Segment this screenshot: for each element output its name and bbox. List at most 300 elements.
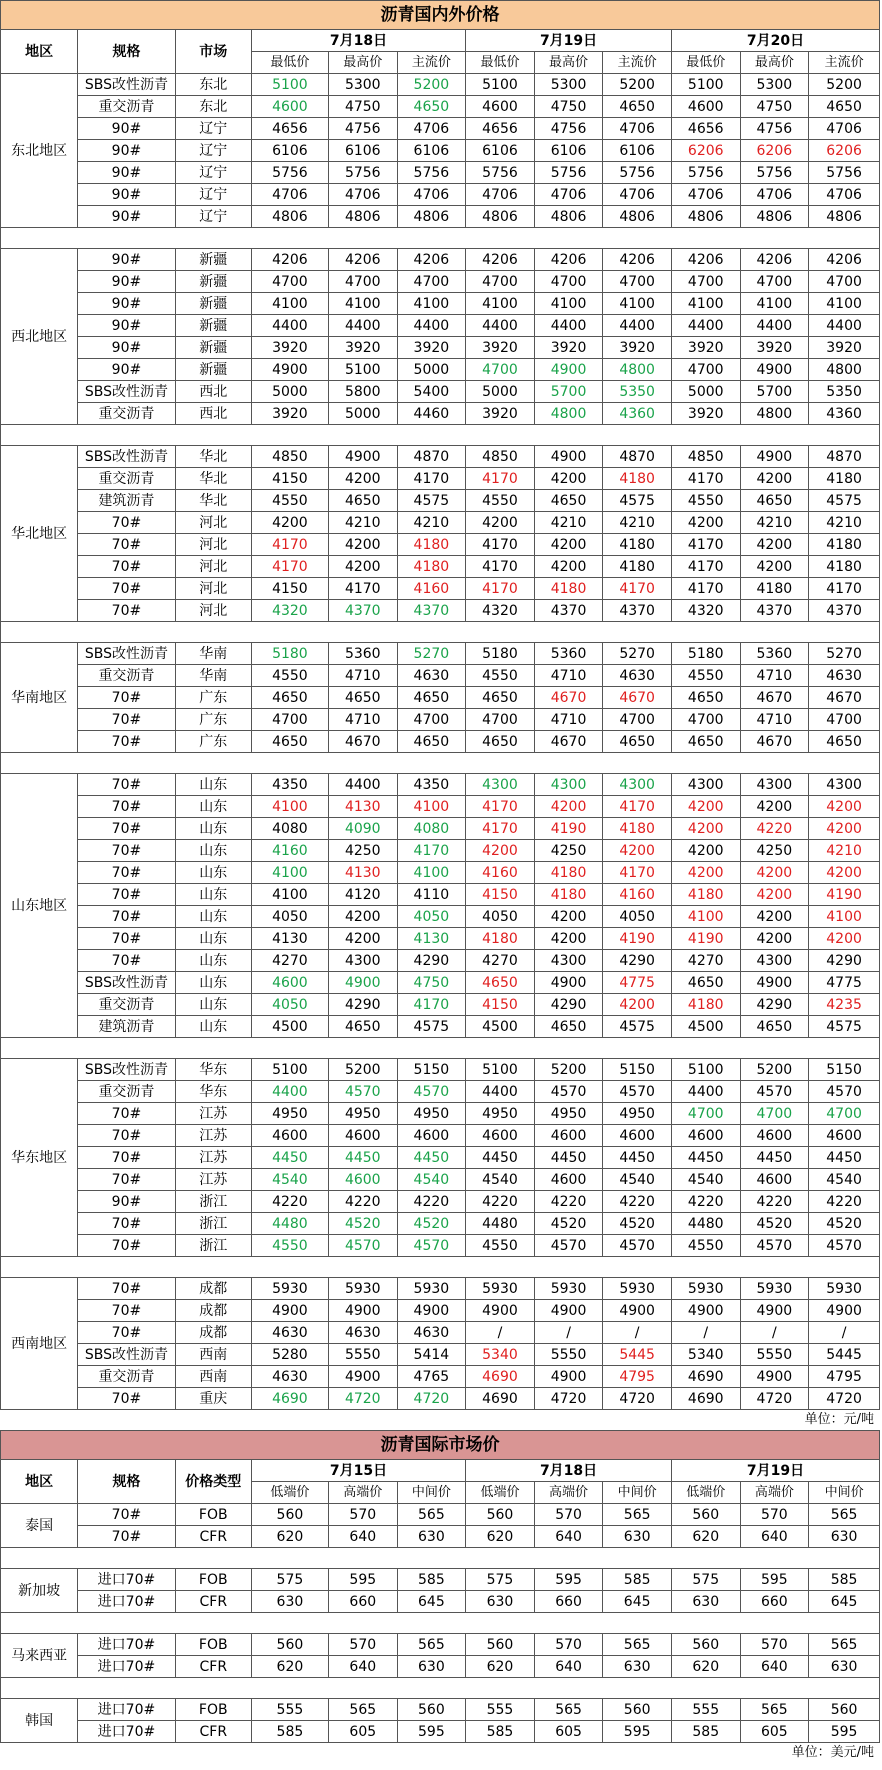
price-cell: 5150 [603, 1059, 672, 1081]
price-cell: 4200 [809, 928, 880, 950]
price-cell: 620 [251, 1656, 328, 1678]
price-cell: 4170 [671, 534, 740, 556]
price-cell: 4200 [671, 862, 740, 884]
price-cell: 4550 [251, 665, 328, 687]
price-cell: 4050 [603, 906, 672, 928]
spec-cell: 70# [78, 1103, 176, 1125]
price-cell: 4200 [740, 884, 809, 906]
price-cell: 620 [466, 1656, 535, 1678]
spec-cell: 70# [78, 928, 176, 950]
price-cell: 560 [671, 1634, 740, 1656]
price-cell: 660 [740, 1591, 809, 1613]
price-cell: 4206 [740, 249, 809, 271]
spec-cell: 90# [78, 118, 176, 140]
price-cell: 4480 [466, 1213, 535, 1235]
price-cell: 5280 [251, 1344, 328, 1366]
group-spacer [1, 1678, 880, 1699]
price-cell: 5700 [534, 381, 603, 403]
price-cell: 4650 [809, 96, 880, 118]
price-cell: 5180 [466, 643, 535, 665]
price-cell: 4200 [328, 928, 397, 950]
region-cell: 华东地区 [1, 1059, 78, 1257]
market-cell: 辽宁 [175, 184, 251, 206]
price-cell: 5100 [671, 74, 740, 96]
price-cell: 4200 [740, 928, 809, 950]
price-cell: 6106 [251, 140, 328, 162]
col-header-date-1: 7月15日 [251, 1460, 465, 1482]
price-cell: 4850 [671, 446, 740, 468]
price-cell: 4650 [328, 1016, 397, 1038]
table-row [1, 687, 880, 709]
spec-cell: 70# [78, 1169, 176, 1191]
price-cell: 4950 [534, 1103, 603, 1125]
price-cell: 620 [671, 1526, 740, 1548]
price-cell: 5100 [466, 74, 535, 96]
price-cell: 4100 [671, 293, 740, 315]
spec-cell: 90# [78, 271, 176, 293]
table-row [1, 1278, 880, 1300]
price-cell: 4350 [397, 774, 466, 796]
price-cell: 4650 [251, 731, 328, 753]
price-cell: 4290 [534, 994, 603, 1016]
table-row [1, 206, 880, 228]
price-cell: 570 [740, 1504, 809, 1526]
price-cell: 4650 [397, 731, 466, 753]
spec-cell: 重交沥青 [78, 1366, 176, 1388]
price-cell: 5414 [397, 1344, 466, 1366]
price-cell: 565 [534, 1699, 603, 1721]
price-cell: 5350 [603, 381, 672, 403]
price-cell: 4170 [251, 556, 328, 578]
price-cell: 4250 [328, 840, 397, 862]
price-cell: 4180 [740, 578, 809, 600]
price-cell: 4100 [809, 293, 880, 315]
market-cell: 江苏 [175, 1169, 251, 1191]
price-cell: 4900 [534, 359, 603, 381]
price-cell: 4600 [466, 96, 535, 118]
table-row [1, 118, 880, 140]
price-cell: 4300 [466, 774, 535, 796]
price-cell: 4870 [603, 446, 672, 468]
price-cell: 4200 [328, 468, 397, 490]
price-cell: 4170 [328, 578, 397, 600]
price-cell: 4600 [328, 1125, 397, 1147]
price-cell: 5445 [809, 1344, 880, 1366]
price-cell: 4650 [328, 687, 397, 709]
price-cell: 4700 [671, 1103, 740, 1125]
price-cell: 4540 [671, 1169, 740, 1191]
spacer-cell [1, 622, 880, 643]
price-cell: 4520 [603, 1213, 672, 1235]
price-cell: 4870 [397, 446, 466, 468]
market-cell: 辽宁 [175, 118, 251, 140]
price-cell: 5300 [534, 74, 603, 96]
price-cell: 4220 [397, 1191, 466, 1213]
region-cell: 华北地区 [1, 446, 78, 622]
table-row [1, 74, 880, 96]
price-cell: 3920 [328, 337, 397, 359]
price-cell: / [809, 1322, 880, 1344]
table-row [1, 1125, 880, 1147]
spec-cell: 70# [78, 578, 176, 600]
price-cell: 4570 [534, 1235, 603, 1257]
price-cell: 4100 [251, 796, 328, 818]
spec-cell: 90# [78, 293, 176, 315]
price-cell: 4550 [251, 490, 328, 512]
table-row [1, 1366, 880, 1388]
region-cell: 山东地区 [1, 774, 78, 1038]
price-cell: 4756 [740, 118, 809, 140]
price-cell: 4210 [534, 512, 603, 534]
price-cell: 630 [809, 1526, 880, 1548]
price-cell: 4700 [251, 709, 328, 731]
spec-cell: 70# [78, 1504, 176, 1526]
market-cell: 新疆 [175, 315, 251, 337]
spec-cell: 进口70# [78, 1569, 176, 1591]
table-row [1, 359, 880, 381]
market-cell: 成都 [175, 1300, 251, 1322]
price-cell: 4100 [809, 906, 880, 928]
market-cell: 西南 [175, 1366, 251, 1388]
price-cell: 5270 [397, 643, 466, 665]
table-row [1, 665, 880, 687]
spec-cell: 70# [78, 1213, 176, 1235]
price-cell: 4570 [603, 1235, 672, 1257]
price-cell: 595 [534, 1569, 603, 1591]
price-cell: 4170 [251, 534, 328, 556]
price-cell: 575 [671, 1569, 740, 1591]
price-cell: 4630 [603, 665, 672, 687]
price-cell: 630 [603, 1526, 672, 1548]
price-cell: 4806 [603, 206, 672, 228]
table-row [1, 1721, 880, 1743]
price-cell: 4400 [466, 315, 535, 337]
price-cell: 4540 [809, 1169, 880, 1191]
price-cell: 4150 [466, 884, 535, 906]
price-cell: 4950 [397, 1103, 466, 1125]
price-cell: 4220 [328, 1191, 397, 1213]
price-cell: 4100 [466, 293, 535, 315]
region-cell: 西北地区 [1, 249, 78, 425]
table-row [1, 1059, 880, 1081]
table-row [1, 1235, 880, 1257]
market-cell: 山东 [175, 994, 251, 1016]
price-cell: 5000 [466, 381, 535, 403]
price-cell: 4130 [328, 862, 397, 884]
price-cell: 4900 [740, 446, 809, 468]
price-cell: / [740, 1322, 809, 1344]
table-row [1, 1656, 880, 1678]
price-cell: 585 [397, 1569, 466, 1591]
spec-cell: 70# [78, 950, 176, 972]
market-cell: 广东 [175, 687, 251, 709]
price-cell: 4806 [251, 206, 328, 228]
price-cell: 4720 [603, 1388, 672, 1410]
market-cell: 浙江 [175, 1213, 251, 1235]
price-cell: 560 [466, 1634, 535, 1656]
spec-cell: 90# [78, 1191, 176, 1213]
price-cell: 4700 [740, 271, 809, 293]
price-cell: 4180 [603, 556, 672, 578]
type-cell: CFR [175, 1721, 251, 1743]
price-cell: 4450 [534, 1147, 603, 1169]
price-cell: 4250 [534, 840, 603, 862]
price-cell: 4600 [251, 1125, 328, 1147]
price-cell: 4370 [740, 600, 809, 622]
price-cell: 4575 [809, 490, 880, 512]
price-cell: 4180 [809, 468, 880, 490]
table-row [1, 796, 880, 818]
table-row [1, 1103, 880, 1125]
price-cell: 4650 [671, 972, 740, 994]
price-cell: 4650 [740, 490, 809, 512]
group-spacer [1, 1548, 880, 1569]
price-cell: 4300 [534, 774, 603, 796]
price-cell: 4130 [251, 928, 328, 950]
price-cell: 4180 [466, 928, 535, 950]
price-cell: 4806 [809, 206, 880, 228]
price-cell: 4170 [603, 578, 672, 600]
price-cell: 4400 [251, 315, 328, 337]
price-cell: 4600 [809, 1125, 880, 1147]
table-row [1, 512, 880, 534]
price-cell: 560 [397, 1699, 466, 1721]
price-cell: 4570 [740, 1081, 809, 1103]
price-cell: 4650 [603, 731, 672, 753]
type-cell: CFR [175, 1526, 251, 1548]
table-row [1, 1213, 880, 1235]
price-cell: 4300 [740, 774, 809, 796]
price-cell: 640 [328, 1526, 397, 1548]
price-cell: 6106 [397, 140, 466, 162]
price-cell: 5756 [809, 162, 880, 184]
price-cell: 575 [466, 1569, 535, 1591]
price-cell: 4206 [466, 249, 535, 271]
table-row [1, 1569, 880, 1591]
price-cell: 4170 [466, 796, 535, 818]
market-cell: 华南 [175, 665, 251, 687]
price-cell: 4370 [397, 600, 466, 622]
price-cell: 4900 [740, 972, 809, 994]
market-cell: 山东 [175, 818, 251, 840]
table-row [1, 96, 880, 118]
spec-cell: 70# [78, 687, 176, 709]
price-cell: 4700 [466, 359, 535, 381]
price-cell: 4700 [603, 271, 672, 293]
price-cell: 4400 [328, 774, 397, 796]
spec-cell: 90# [78, 162, 176, 184]
price-cell: 5100 [466, 1059, 535, 1081]
table-row [1, 1591, 880, 1613]
price-cell: 4700 [671, 359, 740, 381]
price-cell: 4400 [671, 315, 740, 337]
price-cell: 5340 [671, 1344, 740, 1366]
price-cell: 4550 [671, 490, 740, 512]
price-cell: 5000 [251, 381, 328, 403]
spec-cell: 重交沥青 [78, 665, 176, 687]
price-cell: 620 [251, 1526, 328, 1548]
price-cell: 4720 [534, 1388, 603, 1410]
price-cell: 4570 [328, 1235, 397, 1257]
price-cell: 555 [466, 1699, 535, 1721]
price-cell: 4200 [466, 840, 535, 862]
table-row [1, 1016, 880, 1038]
price-cell: 5930 [809, 1278, 880, 1300]
price-cell: 4190 [603, 928, 672, 950]
table-row [1, 906, 880, 928]
price-cell: 3920 [740, 337, 809, 359]
market-cell: 河北 [175, 600, 251, 622]
table-row [1, 1504, 880, 1526]
price-cell: 4600 [328, 1169, 397, 1191]
price-cell: 4220 [466, 1191, 535, 1213]
price-cell: 4540 [251, 1169, 328, 1191]
market-cell: 新疆 [175, 359, 251, 381]
subheader-low: 最低价 [671, 52, 740, 74]
price-cell: 4360 [603, 403, 672, 425]
region-cell: 泰国 [1, 1504, 78, 1548]
subheader-high: 高端价 [534, 1482, 603, 1504]
price-cell: 4180 [603, 468, 672, 490]
price-cell: 4210 [397, 512, 466, 534]
price-cell: 4600 [534, 1169, 603, 1191]
spec-cell: SBS改性沥青 [78, 74, 176, 96]
price-cell: 4100 [251, 862, 328, 884]
price-cell: 4170 [671, 556, 740, 578]
subheader-mid: 中间价 [809, 1482, 880, 1504]
group-spacer [1, 1613, 880, 1634]
table-row [1, 1169, 880, 1191]
price-cell: 4600 [534, 1125, 603, 1147]
price-cell: 4795 [809, 1366, 880, 1388]
spec-cell: 重交沥青 [78, 1081, 176, 1103]
group-spacer [1, 622, 880, 643]
price-cell: 3920 [534, 337, 603, 359]
price-cell: 4670 [740, 687, 809, 709]
market-cell: 辽宁 [175, 162, 251, 184]
price-cell: / [534, 1322, 603, 1344]
price-cell: 5930 [603, 1278, 672, 1300]
price-cell: 4650 [397, 687, 466, 709]
price-cell: 595 [603, 1721, 672, 1743]
market-cell: 新疆 [175, 271, 251, 293]
price-cell: 570 [328, 1634, 397, 1656]
price-cell: 4710 [740, 665, 809, 687]
market-cell: 成都 [175, 1322, 251, 1344]
price-cell: 4575 [397, 1016, 466, 1038]
price-cell: 4700 [328, 271, 397, 293]
price-cell: 4650 [466, 972, 535, 994]
subheader-main: 主流价 [603, 52, 672, 74]
price-cell: 4235 [809, 994, 880, 1016]
price-cell: 4650 [328, 490, 397, 512]
spacer-cell [1, 1257, 880, 1278]
table-row [1, 600, 880, 622]
price-cell: 4450 [809, 1147, 880, 1169]
price-cell: 4300 [603, 774, 672, 796]
table-row [1, 249, 880, 271]
price-cell: 4290 [809, 950, 880, 972]
price-cell: 4800 [534, 403, 603, 425]
price-cell: 4900 [534, 1366, 603, 1388]
market-cell: 新疆 [175, 249, 251, 271]
price-cell: 4706 [534, 184, 603, 206]
price-cell: 4200 [534, 796, 603, 818]
price-cell: 3920 [397, 337, 466, 359]
price-cell: 5756 [603, 162, 672, 184]
price-cell: 4300 [328, 950, 397, 972]
spec-cell: 70# [78, 534, 176, 556]
price-cell: 4100 [397, 796, 466, 818]
table-row [1, 1634, 880, 1656]
domestic-unit-row [0, 1410, 880, 1430]
price-cell: 4756 [534, 118, 603, 140]
price-cell: 4170 [397, 840, 466, 862]
price-cell: 4080 [251, 818, 328, 840]
group-spacer [1, 753, 880, 774]
price-cell: 4400 [740, 315, 809, 337]
price-cell: 4300 [671, 774, 740, 796]
price-cell: / [466, 1322, 535, 1344]
price-cell: 4575 [397, 490, 466, 512]
price-cell: 4650 [809, 731, 880, 753]
price-cell: 4170 [603, 862, 672, 884]
spacer-cell [1, 1678, 880, 1699]
spec-cell: 70# [78, 1125, 176, 1147]
price-cell: 4206 [251, 249, 328, 271]
spec-cell: 90# [78, 140, 176, 162]
price-cell: 4450 [603, 1147, 672, 1169]
price-cell: 620 [671, 1656, 740, 1678]
price-cell: / [671, 1322, 740, 1344]
price-cell: 4320 [251, 600, 328, 622]
price-cell: 4600 [251, 96, 328, 118]
price-cell: 6206 [671, 140, 740, 162]
price-cell: 4370 [534, 600, 603, 622]
price-cell: 4200 [671, 512, 740, 534]
price-cell: 4200 [534, 556, 603, 578]
price-cell: 4630 [328, 1322, 397, 1344]
international-unit: 单位：美元/吨 [791, 1745, 874, 1760]
table-row [1, 337, 880, 359]
spec-cell: 重交沥青 [78, 468, 176, 490]
price-cell: 4400 [397, 315, 466, 337]
price-cell: 4300 [809, 774, 880, 796]
price-cell: 5200 [809, 74, 880, 96]
group-spacer [1, 228, 880, 249]
market-cell: 浙江 [175, 1191, 251, 1213]
price-cell: 560 [603, 1699, 672, 1721]
market-cell: 东北 [175, 96, 251, 118]
price-cell: 4520 [809, 1213, 880, 1235]
price-cell: 4200 [466, 512, 535, 534]
price-cell: 4370 [328, 600, 397, 622]
price-cell: 3920 [603, 337, 672, 359]
price-cell: 4206 [603, 249, 672, 271]
spec-cell: SBS改性沥青 [78, 446, 176, 468]
price-cell: 4690 [671, 1366, 740, 1388]
price-cell: 4806 [671, 206, 740, 228]
table-row [1, 446, 880, 468]
price-cell: 4706 [397, 118, 466, 140]
price-cell: 5000 [397, 359, 466, 381]
price-cell: 5756 [671, 162, 740, 184]
type-cell: FOB [175, 1699, 251, 1721]
price-cell: 4570 [809, 1235, 880, 1257]
price-cell: 4090 [328, 818, 397, 840]
price-cell: 4550 [251, 1235, 328, 1257]
price-cell: 4900 [740, 1366, 809, 1388]
